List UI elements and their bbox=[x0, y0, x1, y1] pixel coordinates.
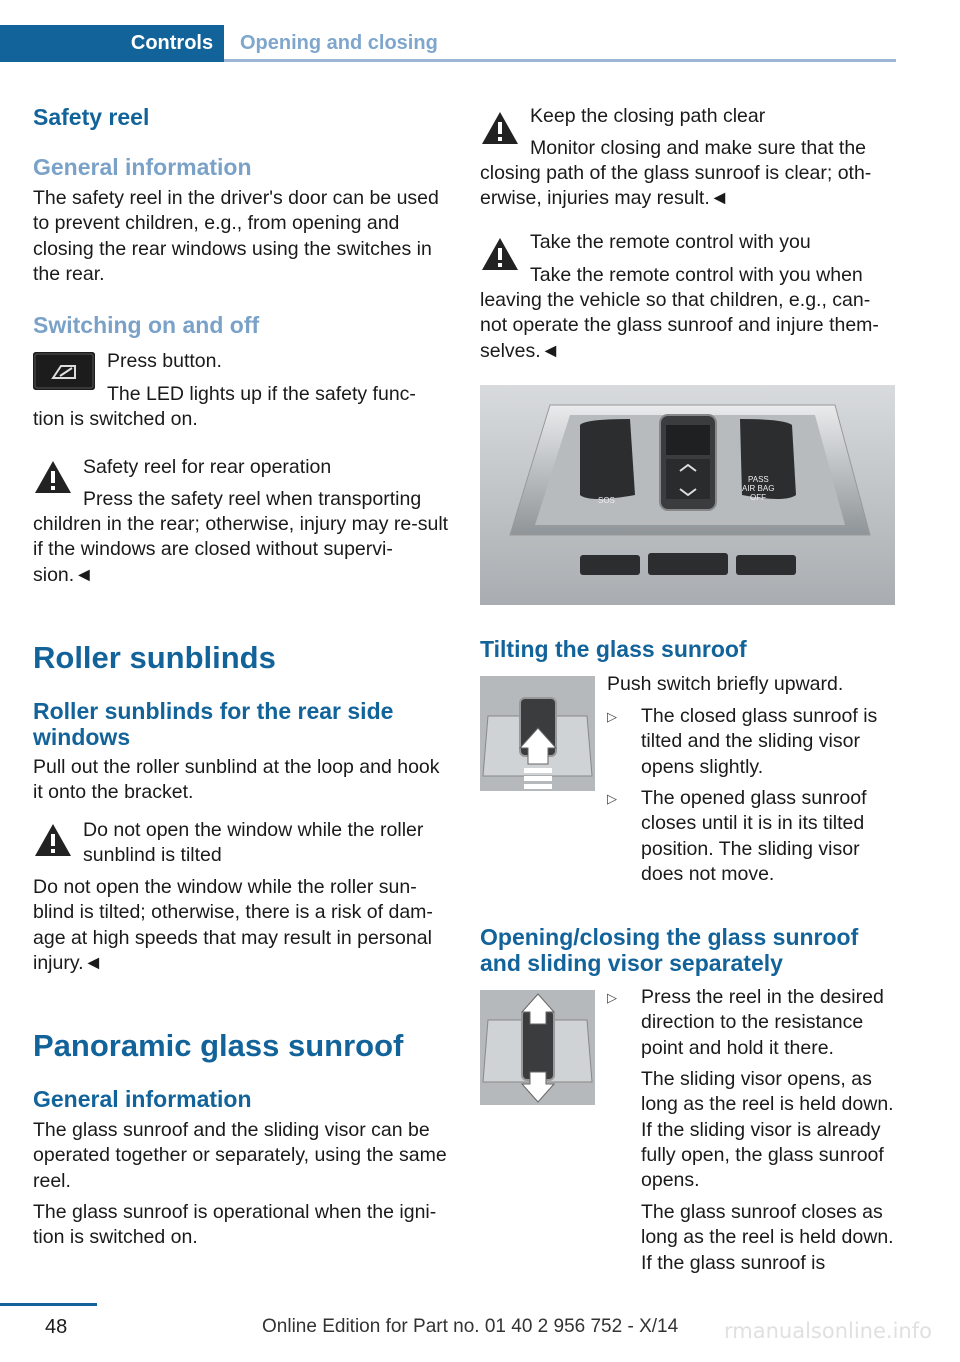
tilting-heading: Tilting the glass sunroof bbox=[480, 636, 747, 662]
led-text-line2: tion is switched on. bbox=[33, 408, 198, 430]
warning-safety-reel-title: Safety reel for rear operation bbox=[83, 456, 332, 478]
warning-remote-title: Take the remote control with you bbox=[530, 231, 811, 253]
roller-sunblinds-text: Pull out the roller sunblind at the loop and hook it onto the bracket. bbox=[33, 756, 440, 804]
tilt-switch-illustration bbox=[480, 676, 595, 791]
warning-closing-path-line1: Monitor closing and make sure that the bbox=[530, 137, 867, 159]
list-bullet-icon: ▷ bbox=[607, 791, 617, 806]
panoramic-text-1: The glass sunroof and the sliding visor can be operated together or separately, using the same reel. bbox=[33, 1119, 447, 1192]
safety-button-image bbox=[33, 352, 95, 390]
general-info-heading: General information bbox=[33, 154, 252, 180]
warning-icon bbox=[33, 459, 73, 495]
warning-icon bbox=[33, 822, 73, 858]
safety-reel-heading: Safety reel bbox=[33, 104, 150, 130]
tab-controls[interactable]: Controls bbox=[120, 25, 224, 62]
window-lock-icon bbox=[33, 352, 95, 390]
warning-remote-text: leaving the vehicle so that children, e.g., can-not operate the glass sunroof and injure them-selves.◄ bbox=[480, 289, 879, 362]
warning-safety-reel-text: children in the rear; otherwise, injury may re-sult if the windows are closed without supervi-sion.◄ bbox=[33, 513, 449, 586]
pass-label-3: OFF bbox=[750, 493, 766, 502]
switching-heading: Switching on and off bbox=[33, 312, 260, 338]
header-divider bbox=[224, 59, 896, 62]
panoramic-text-2: The glass sunroof is operational when the igni-tion is switched on. bbox=[33, 1201, 437, 1249]
separately-heading: Opening/closing the glass sunroof and sliding visor separately bbox=[480, 924, 859, 976]
warning-roller-text: Do not open the window while the roller sun-blind is tilted; otherwise, there is a risk of dam-age at high speeds that may result in personal injury.◄ bbox=[33, 876, 433, 974]
tilt-switch-photo bbox=[480, 676, 595, 791]
separately-paragraph-2: The glass sunroof closes as long as the reel is held down. If the glass sunroof is bbox=[641, 1201, 894, 1274]
footer-divider bbox=[0, 1303, 97, 1306]
panoramic-info-heading: General information bbox=[33, 1086, 252, 1112]
pass-label-2: AIR BAG bbox=[742, 484, 775, 493]
list-item: Press the reel in the desired direction to the resistance point and hold it there. bbox=[641, 986, 884, 1059]
warning-icon bbox=[480, 110, 520, 146]
tab-opening-and-closing[interactable]: Opening and closing bbox=[240, 32, 438, 54]
general-info-text: The safety reel in the driver's door can be used to prevent children, e.g., from opening and closing the rear windows using the switches in the rear. bbox=[33, 187, 439, 285]
list-item: The opened glass sunroof closes until it is in its tilted position. The sliding visor does not move. bbox=[641, 787, 867, 885]
warning-closing-path-title: Keep the closing path clear bbox=[530, 105, 766, 127]
warning-safety-reel-line1: Press the safety reel when transporting bbox=[83, 488, 422, 510]
watermark: rmanualsonline.info bbox=[724, 1319, 932, 1343]
led-text-line1: The LED lights up if the safety func- bbox=[107, 383, 416, 405]
warning-roller-title: Do not open the window while the roller sunblind is tilted bbox=[83, 819, 424, 867]
edition-text: Online Edition for Part no. 01 40 2 956 752 - X/14 bbox=[262, 1316, 679, 1337]
sos-label: SOS bbox=[598, 496, 615, 505]
tilting-text: Push switch briefly upward. bbox=[607, 673, 844, 695]
roller-sunblinds-heading: Roller sunblinds bbox=[33, 640, 276, 675]
overhead-console-illustration bbox=[480, 385, 895, 605]
separately-paragraph-1: The sliding visor opens, as long as the reel is held down. If the sliding visor is already fully open, the glass sunroof opens. bbox=[641, 1068, 894, 1192]
list-item: The closed glass sunroof is tilted and the sliding visor opens slightly. bbox=[641, 705, 878, 778]
list-bullet-icon: ▷ bbox=[607, 709, 617, 724]
roller-sunblinds-rear-heading: Roller sunblinds for the rear side windows bbox=[33, 698, 394, 750]
header-bar bbox=[0, 25, 120, 62]
warning-closing-path-text: closing path of the glass sunroof is clear; oth-erwise, injuries may result.◄ bbox=[480, 162, 872, 210]
reel-switch-photo bbox=[480, 990, 595, 1105]
reel-switch-illustration bbox=[480, 990, 595, 1105]
panoramic-sunroof-heading: Panoramic glass sunroof bbox=[33, 1028, 404, 1063]
warning-icon bbox=[480, 236, 520, 272]
page-number: 48 bbox=[45, 1316, 68, 1338]
warning-remote-line1: Take the remote control with you when bbox=[530, 264, 863, 286]
list-bullet-icon: ▷ bbox=[607, 990, 617, 1005]
press-button-text: Press button. bbox=[107, 350, 222, 372]
overhead-console-photo bbox=[480, 385, 895, 605]
pass-label-1: PASS bbox=[748, 475, 769, 484]
